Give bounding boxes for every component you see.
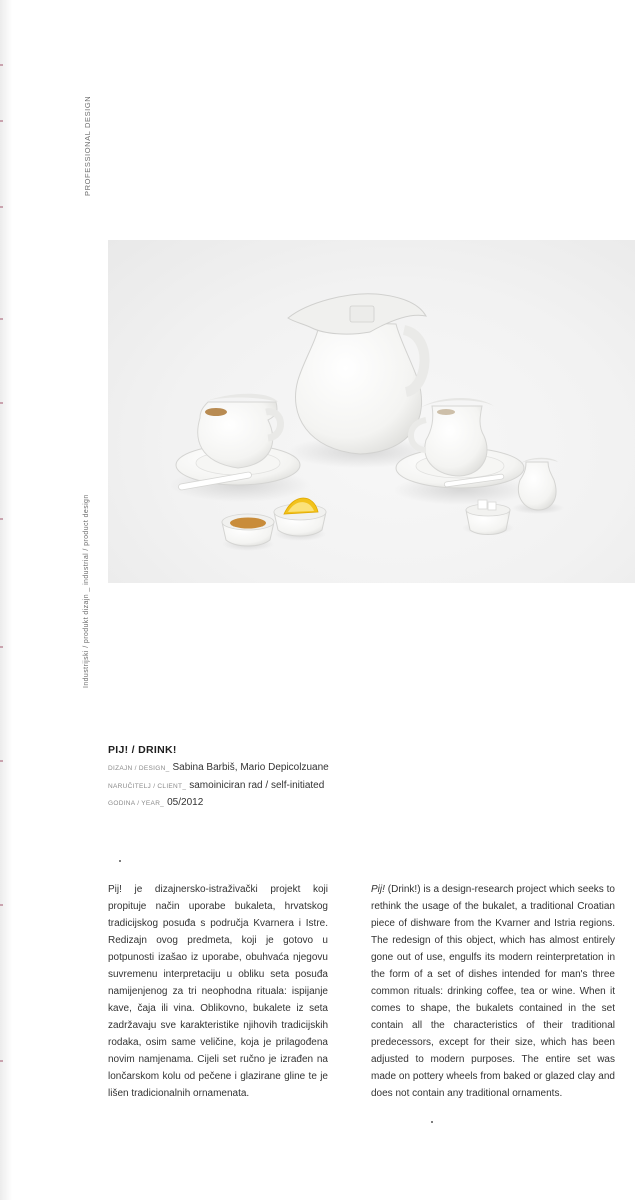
sugar-dish <box>462 500 514 535</box>
honey-bowl <box>222 514 274 551</box>
edge-mark <box>0 518 3 520</box>
large-jug <box>287 294 439 468</box>
credit-design <box>108 762 329 773</box>
body-text-english <box>371 881 615 1102</box>
page-edge <box>0 0 12 1200</box>
paragraph-english <box>371 881 615 1102</box>
credit-year-value: 05/2012 <box>167 797 204 808</box>
edge-mark <box>0 646 3 648</box>
lemon-bowl <box>274 498 326 541</box>
english-lead: Pij! <box>371 884 385 895</box>
edge-mark <box>0 120 3 122</box>
credit-client-value: samoiniciran rad / self-initiated <box>189 780 325 791</box>
project-title: PIJ! / DRINK! <box>108 744 177 756</box>
credit-design-value: Sabina Barbiš, Mario Depicolzuane <box>172 762 329 773</box>
edge-mark <box>0 64 3 66</box>
edge-mark <box>0 318 3 320</box>
section-label: PROFESSIONAL DESIGN <box>83 95 92 196</box>
credit-client <box>108 780 324 791</box>
paragraph-croatian: Pij! je dizajnersko-istraživački projekt koji propituje način uporabe bukaleta, hrvatskog tradicijskog posuđa s područja Kvarnera i Istre. Redizajn ovog predmeta, koji je gotovo u potpunosti izašao iz uporabe, obuhvaća njegovu suvremenu interpretaciju u obliku seta posuđa namijenjenog za tri neophodna rituala: ispijanje kave, čaja ili vina. Oblikovno, bukalete iz seta zadržavaju sve karakteristike njihovih tradicijskih rodaka, osim same veličine, koja je prilagođena novim namjenama. Cijeli set ručno je izrađen na lončarskom kolu od pečene i glazirane gline te je lišen tradicionalnih ornamenata. <box>108 884 328 1099</box>
edge-mark <box>0 904 3 906</box>
product-photo <box>108 240 635 583</box>
credit-year <box>108 797 203 808</box>
english-text: (Drink!) is a design-research project which seeks to rethink the usage of the bukalet, a traditional Croatian piece of dishware from the Kvarner and Istria regions. The redesign of this object, which has almost entirely gone out of use, engulfs its modern reinterpretation in the form of a set of dishes intended for man's three common rituals: drinking coffee, tea or wine. When it comes to shape, the bukalets contained in the set contain all the characteristics of their traditional predecessors, except for their size, which has been adjusted to modern purposes. The entire set was made on pottery wheels from baked or glazed clay and does not contain any traditional ornaments. <box>371 884 615 1099</box>
edge-mark <box>0 1060 3 1062</box>
decorative-dot <box>431 1121 433 1123</box>
edge-mark <box>0 402 3 404</box>
credit-design-key: DIZAJN / DESIGN_ <box>108 765 170 772</box>
left-cup-set <box>170 394 310 502</box>
decorative-dot <box>119 860 121 862</box>
edge-mark <box>0 760 3 762</box>
edge-mark <box>0 206 3 208</box>
body-text-croatian <box>108 881 328 1102</box>
category-label: Industrijski / produkt dizajn _ industrial / product design <box>83 494 90 688</box>
credit-year-key: GODINA / YEAR_ <box>108 800 165 807</box>
credit-client-key: NARUČITELJ / CLIENT_ <box>108 783 187 790</box>
